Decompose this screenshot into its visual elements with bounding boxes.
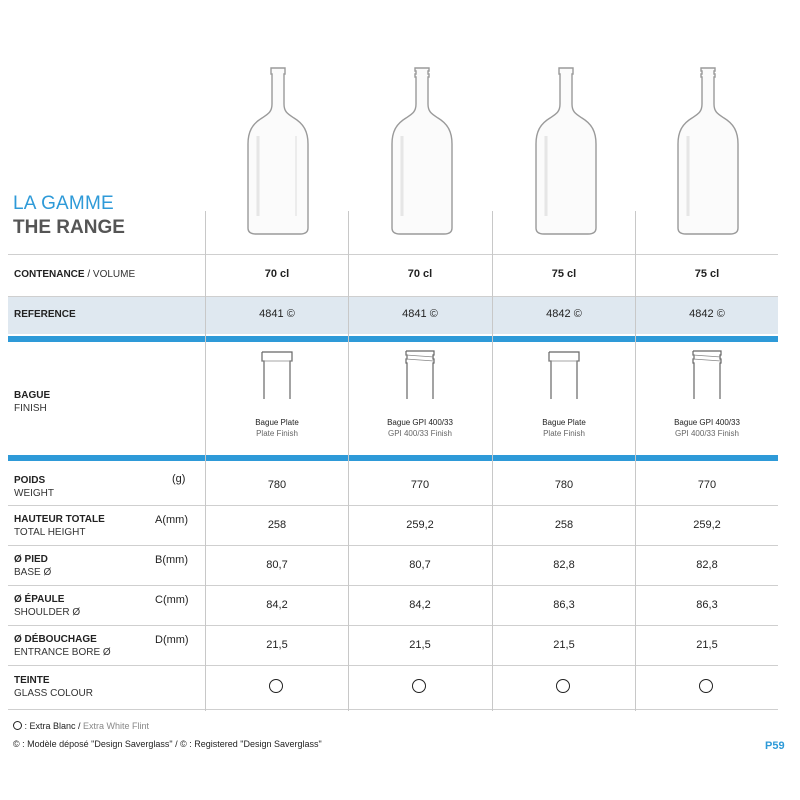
extra-white-flint-icon [699,679,713,693]
legend [13,720,149,731]
label-fr: TEINTE [14,675,50,686]
label-en: BASE Ø [14,567,52,578]
label-fr: REFERENCE [14,309,76,320]
blue-separator [8,455,778,461]
cell-reference: 4842 © [546,308,582,320]
row-divider [8,545,778,546]
cell-bore: 21,5 [553,639,575,651]
finish-fr: Bague GPI 400/33 [674,418,740,427]
cell-bore: 21,5 [696,639,718,651]
label-fr: CONTENANCE [14,269,85,280]
bottle-image [526,66,606,238]
cell-reference: 4841 © [402,308,438,320]
cell-finish [635,417,779,439]
label-fr: Ø DÉBOUCHAGE [14,634,97,645]
cell-weight: 780 [267,479,287,491]
label-fr: Ø ÉPAULE [14,594,65,605]
finish-fr: Bague Plate [255,418,299,427]
row-divider [8,296,778,297]
cell-reference: 4841 © [259,308,295,320]
cell-shoulder: 86,3 [696,599,718,611]
label-en: VOLUME [92,269,136,280]
bottle-image [668,66,748,238]
cell-bore: 21,5 [409,639,431,651]
extra-white-flint-icon [13,721,22,730]
plate-finish-icon [257,350,297,400]
row-label-finish [14,389,50,415]
cell-bore: 21,5 [266,639,288,651]
row-divider [8,625,778,626]
row-divider [8,505,778,506]
cell-height: 259,2 [406,519,434,531]
row-label-reference [14,308,76,321]
screw-finish-icon [400,348,440,400]
label-fr: POIDS [14,475,46,486]
row-label-colour [14,674,93,700]
bottle-image [238,66,318,238]
label-fr: Ø PIED [14,554,48,565]
finish-en: Plate Finish [543,429,585,438]
extra-white-flint-icon [556,679,570,693]
cell-weight: 780 [554,479,574,491]
page-number: P59 [765,740,785,752]
row-label-base [14,553,51,579]
row-label-volume: CONTENANCE / VOLUME [14,269,136,280]
cell-weight: 770 [697,479,717,491]
finish-fr: Bague GPI 400/33 [387,418,453,427]
title-fr: LA GAMME [13,193,114,214]
column-divider [492,211,493,711]
column-divider [635,211,636,711]
finish-fr: Bague Plate [542,418,586,427]
unit-shoulder: C(mm) [155,594,189,606]
cell-finish [348,417,492,439]
cell-base: 80,7 [266,559,288,571]
cell-shoulder: 84,2 [409,599,431,611]
label-en: ENTRANCE BORE Ø [14,647,111,658]
cell-volume: 70 cl [264,268,290,280]
legend-fr: : Extra Blanc / [24,721,84,731]
label-en: TOTAL HEIGHT [14,527,86,538]
row-label-shoulder [14,593,80,619]
finish-en: GPI 400/33 Finish [387,429,453,438]
row-divider [8,709,778,710]
unit-weight: (g) [172,473,186,485]
row-divider [8,665,778,666]
cell-base: 80,7 [409,559,431,571]
finish-en: Plate Finish [256,429,298,438]
cell-height: 258 [554,519,574,531]
row-divider [8,254,778,255]
row-label-bore [14,633,111,659]
cell-volume: 75 cl [694,268,720,280]
label-fr: HAUTEUR TOTALE [14,514,105,525]
cell-finish [205,417,349,439]
column-divider [348,211,349,711]
row-label-height [14,513,105,539]
cell-finish [492,417,636,439]
cell-shoulder: 84,2 [266,599,288,611]
label-en: GLASS COLOUR [14,688,93,699]
bottle-image [382,66,462,238]
cell-height: 259,2 [693,519,721,531]
row-divider [8,585,778,586]
cell-volume: 70 cl [407,268,433,280]
extra-white-flint-icon [269,679,283,693]
unit-base: B(mm) [155,554,188,566]
legend-en: Extra White Flint [83,721,150,731]
screw-finish-icon [687,348,727,400]
unit-bore: D(mm) [155,634,189,646]
cell-height: 258 [267,519,287,531]
cell-base: 82,8 [696,559,718,571]
label-en: FINISH [14,403,47,414]
label-fr: BAGUE [14,390,51,401]
finish-en: GPI 400/33 Finish [674,429,740,438]
cell-volume: 75 cl [551,268,577,280]
label-en: WEIGHT [14,488,54,499]
cell-reference: 4842 © [689,308,725,320]
cell-shoulder: 86,3 [553,599,575,611]
plate-finish-icon [544,350,584,400]
row-label-weight [14,474,54,500]
cell-base: 82,8 [553,559,575,571]
registered-note: © : Modèle déposé "Design Saverglass" / © : Registered "Design Saverglass" [13,739,322,749]
title-en: THE RANGE [13,217,125,238]
column-divider [205,211,206,711]
label-en: SHOULDER Ø [14,607,81,618]
cell-weight: 770 [410,479,430,491]
unit-height: A(mm) [155,514,188,526]
extra-white-flint-icon [412,679,426,693]
blue-separator [8,336,778,342]
